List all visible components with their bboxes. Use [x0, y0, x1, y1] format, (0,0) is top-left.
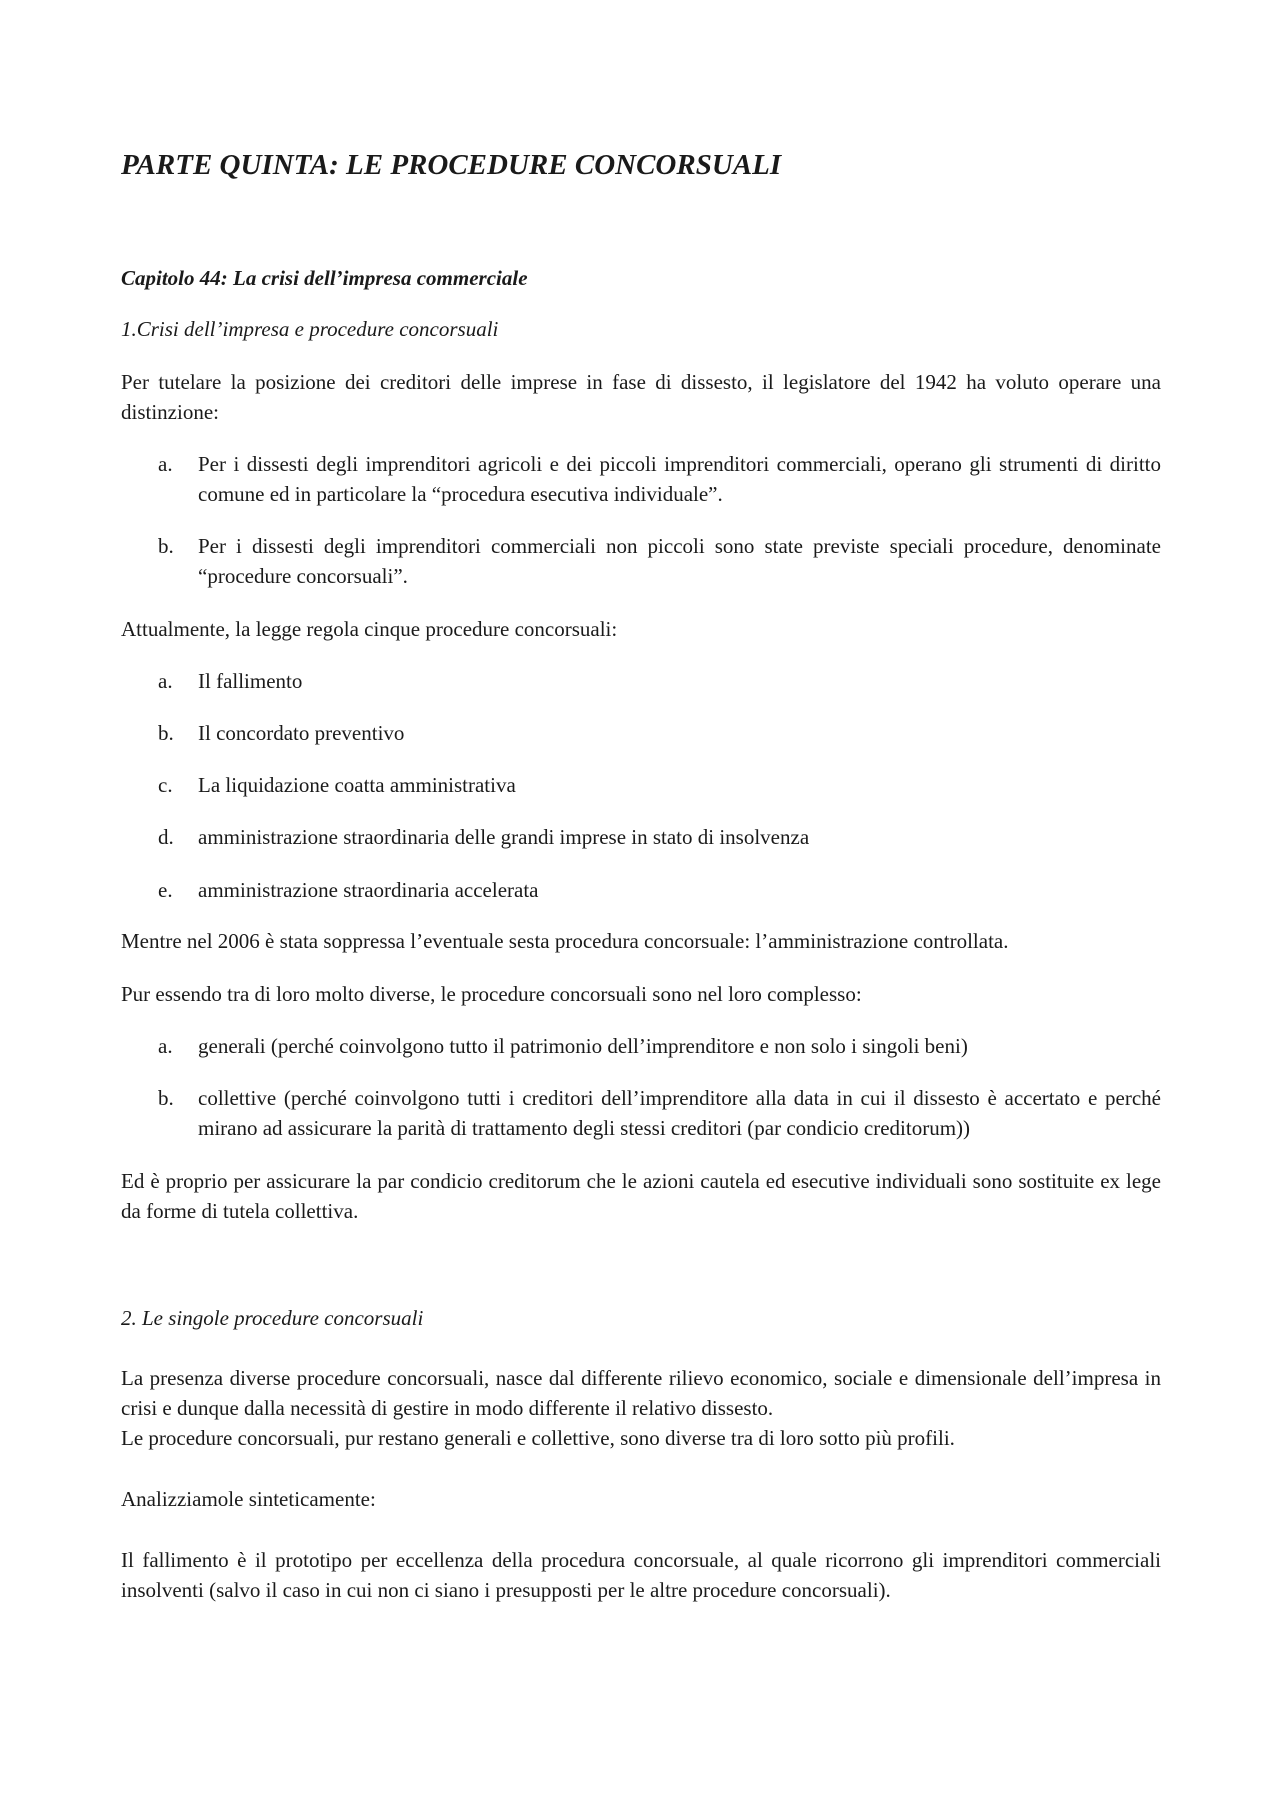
list-marker: e.: [158, 878, 173, 902]
list-item: [121, 449, 1161, 509]
list-item-text: generali (perché coinvolgono tutto il patrimonio dell’imprenditore e non solo i singoli beni): [198, 1034, 968, 1058]
list-item: [121, 770, 1161, 800]
list-item-text: Il concordato preventivo: [198, 721, 405, 745]
list-marker: a.: [158, 1034, 173, 1058]
list-item-text: Per i dissesti degli imprenditori commerciali non piccoli sono state previste speciali procedure, denominate “procedure concorsuali”.: [198, 534, 1161, 588]
list-marker: a.: [158, 452, 173, 476]
list-item-text: La liquidazione coatta amministrativa: [198, 773, 516, 797]
paragraph-presence: La presenza diverse procedure concorsuali, nasce dal differente rilievo economico, sociale e dimensionale dell’impresa in crisi e dunque dalla necessità di gestire in modo differente il relativo dissesto.: [121, 1366, 1161, 1420]
list-item: [121, 822, 1161, 852]
list-item: [121, 1031, 1161, 1061]
paragraph-profiles: Le procedure concorsuali, pur restano generali e collettive, sono diverse tra di loro sotto più profili.: [121, 1426, 955, 1450]
paragraph-characteristics: Pur essendo tra di loro molto diverse, le procedure concorsuali sono nel loro complesso:: [121, 982, 862, 1006]
paragraph-five-procedures: Attualmente, la legge regola cinque procedure concorsuali:: [121, 617, 618, 641]
list-item-text: amministrazione straordinaria delle grandi imprese in stato di insolvenza: [198, 825, 810, 849]
list-marker: b.: [158, 534, 174, 558]
paragraph-par-condicio: Ed è proprio per assicurare la par condicio creditorum che le azioni cautela ed esecutive individuali sono sostituite ex lege da forme di tutela collettiva.: [121, 1169, 1161, 1223]
paragraph-intro: Per tutelare la posizione dei creditori delle imprese in fase di dissesto, il legislatore del 1942 ha voluto operare una distinzione:: [121, 370, 1161, 424]
list-item-text: Il fallimento: [198, 669, 303, 693]
list-item: [121, 875, 1161, 905]
list-marker: a.: [158, 669, 173, 693]
chapter-heading: Capitolo 44: La crisi dell’impresa commerciale: [121, 266, 528, 290]
page-title: PARTE QUINTA: LE PROCEDURE CONCORSUALI: [121, 149, 782, 181]
list-item: [121, 666, 1161, 696]
list-marker: b.: [158, 721, 174, 745]
paragraph-2006: Mentre nel 2006 è stata soppressa l’eventuale sesta procedura concorsuale: l’amministrazione controllata.: [121, 929, 1009, 953]
list-item: [121, 1083, 1161, 1143]
list-marker: d.: [158, 825, 174, 849]
list-marker: b.: [158, 1086, 174, 1110]
paragraph-analysis: Analizziamole sinteticamente:: [121, 1487, 376, 1511]
section-heading-1: 1.Crisi dell’impresa e procedure concorsuali: [121, 317, 499, 341]
list-item: [121, 531, 1161, 591]
paragraph-fallimento: Il fallimento è il prototipo per eccellenza della procedura concorsuale, al quale ricorrono gli imprenditori commerciali insolventi (salvo il caso in cui non ci siano i presupposti per le altre procedure concorsuali).: [121, 1548, 1161, 1602]
list-item: [121, 718, 1161, 748]
list-item-text: amministrazione straordinaria accelerata: [198, 878, 539, 902]
section-heading-2: 2. Le singole procedure concorsuali: [121, 1306, 424, 1330]
list-item-text: Per i dissesti degli imprenditori agricoli e dei piccoli imprenditori commerciali, operano gli strumenti di diritto comune ed in particolare la “procedura esecutiva individuale”.: [198, 452, 1161, 506]
list-item-text: collettive (perché coinvolgono tutti i creditori dell’imprenditore alla data in cui il dissesto è accertato e perché mirano ad assicurare la parità di trattamento degli stessi creditori (par condicio creditorum)): [198, 1086, 1161, 1140]
list-marker: c.: [158, 773, 173, 797]
